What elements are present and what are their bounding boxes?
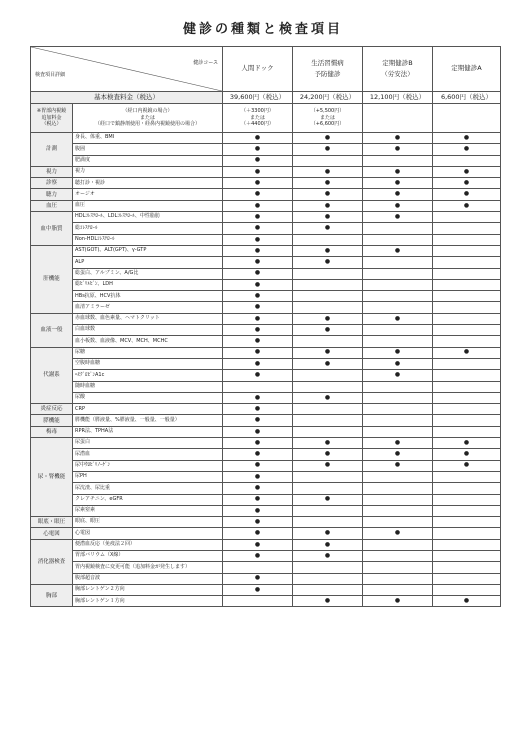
empty-cell — [433, 517, 501, 528]
table-row — [31, 562, 501, 573]
check-mark: ● — [293, 494, 363, 505]
check-mark: ● — [433, 178, 501, 189]
empty-cell — [293, 573, 363, 584]
price-value: 6,600円（税込） — [433, 92, 501, 104]
empty-cell — [293, 483, 363, 494]
table-row — [31, 133, 501, 144]
category-cell: 血液一般 — [31, 313, 73, 347]
category-cell: 尿・腎機能 — [31, 438, 73, 517]
check-mark: ● — [363, 166, 433, 177]
table-row — [31, 234, 501, 245]
course-label: 健診コース — [193, 60, 218, 66]
check-mark: ● — [293, 438, 363, 449]
check-mark: ● — [433, 166, 501, 177]
empty-cell — [363, 494, 433, 505]
check-mark: ● — [223, 302, 293, 313]
item-cell: 腹囲 — [73, 144, 223, 155]
check-mark: ● — [223, 505, 293, 516]
empty-cell — [293, 268, 363, 279]
item-cell: ﾍﾓｸﾞﾛﾋﾞﾝA1c — [73, 370, 223, 381]
col-header-ningen-dock: 人間ドック — [223, 47, 293, 92]
empty-cell — [293, 291, 363, 302]
check-mark: ● — [293, 392, 363, 403]
check-mark: ● — [293, 212, 363, 223]
empty-cell — [363, 404, 433, 415]
extra-fee-empty — [433, 104, 501, 133]
table-row — [31, 245, 501, 256]
check-mark: ● — [293, 460, 363, 471]
empty-cell — [433, 370, 501, 381]
check-mark: ● — [223, 573, 293, 584]
item-cell: RPR法、TPHA法 — [73, 426, 223, 437]
item-cell: 胃部バリウム（X線） — [73, 550, 223, 561]
empty-cell — [363, 415, 433, 426]
table-row — [31, 584, 501, 595]
item-cell: ALP — [73, 257, 223, 268]
empty-cell — [363, 584, 433, 595]
check-mark: ● — [223, 528, 293, 539]
check-mark: ● — [363, 449, 433, 460]
empty-cell — [433, 415, 501, 426]
table-row — [31, 573, 501, 584]
item-cell: Non-HDLｺﾚｽﾃﾛｰﾙ — [73, 234, 223, 245]
check-mark: ● — [223, 268, 293, 279]
check-mark: ● — [223, 392, 293, 403]
table-row — [31, 291, 501, 302]
item-cell: 総ﾋﾞﾘﾙﾋﾞﾝ、LDH — [73, 279, 223, 290]
item-cell: AST(GOT)、ALT(GPT)、γ-GTP — [73, 245, 223, 256]
empty-cell — [363, 539, 433, 550]
price-row — [31, 92, 501, 104]
category-cell: 肝機能 — [31, 245, 73, 313]
table-row — [31, 370, 501, 381]
empty-cell — [363, 257, 433, 268]
empty-cell — [293, 584, 363, 595]
table-row — [31, 223, 501, 234]
empty-cell — [433, 155, 501, 166]
check-mark: ● — [293, 325, 363, 336]
category-cell: 消化器検査 — [31, 539, 73, 584]
empty-cell — [433, 494, 501, 505]
empty-cell — [433, 234, 501, 245]
item-cell: 空腹時血糖 — [73, 358, 223, 369]
table-row — [31, 200, 501, 211]
empty-cell — [433, 505, 501, 516]
item-cell: 尿PH — [73, 471, 223, 482]
empty-cell — [293, 415, 363, 426]
check-mark: ● — [293, 189, 363, 200]
check-mark: ● — [223, 212, 293, 223]
check-mark: ● — [363, 460, 433, 471]
check-mark: ● — [363, 438, 433, 449]
extra-fee-row — [31, 104, 501, 133]
empty-cell — [363, 291, 433, 302]
table-row — [31, 449, 501, 460]
check-mark: ● — [293, 223, 363, 234]
table-row — [31, 166, 501, 177]
check-mark: ● — [223, 189, 293, 200]
check-mark: ● — [223, 223, 293, 234]
check-mark: ● — [223, 133, 293, 144]
diagonal-line — [31, 47, 222, 91]
col-header-lifestyle: 生活習慣病 予防健診 — [293, 47, 363, 92]
item-cell: 身長、体重、BMI — [73, 133, 223, 144]
category-cell: 聴力 — [31, 189, 73, 200]
empty-cell — [433, 313, 501, 324]
check-mark: ● — [363, 144, 433, 155]
check-mark: ● — [293, 245, 363, 256]
item-cell: 随時血糖 — [73, 381, 223, 392]
table-row — [31, 528, 501, 539]
check-mark: ● — [433, 438, 501, 449]
table-row — [31, 189, 501, 200]
item-cell: 膵機能（膵液量、%膵液量、一般量、一般量） — [73, 415, 223, 426]
item-cell: 血圧 — [73, 200, 223, 211]
table-row — [31, 392, 501, 403]
item-cell: 尿糖 — [73, 347, 223, 358]
category-cell: 代謝系 — [31, 347, 73, 403]
check-mark: ● — [363, 245, 433, 256]
item-cell: 便潜血反応（免疫法２回） — [73, 539, 223, 550]
check-mark: ● — [223, 257, 293, 268]
category-cell: 血圧 — [31, 200, 73, 211]
check-mark: ● — [363, 313, 433, 324]
check-mark: ● — [223, 404, 293, 415]
empty-cell — [293, 155, 363, 166]
check-mark: ● — [223, 336, 293, 347]
empty-cell — [433, 426, 501, 437]
check-mark: ● — [223, 200, 293, 211]
check-mark: ● — [223, 584, 293, 595]
category-cell: 膵機能 — [31, 415, 73, 426]
empty-cell — [433, 404, 501, 415]
table-row — [31, 325, 501, 336]
check-mark: ● — [223, 178, 293, 189]
table-row — [31, 178, 501, 189]
empty-cell — [363, 223, 433, 234]
empty-cell — [293, 404, 363, 415]
item-cell: 血小板数、血液像、MCV、MCH、MCHC — [73, 336, 223, 347]
check-mark: ● — [363, 133, 433, 144]
table-row — [31, 517, 501, 528]
item-cell: 心電図 — [73, 528, 223, 539]
empty-cell — [293, 505, 363, 516]
category-cell: 炎症反応 — [31, 404, 73, 415]
empty-cell — [363, 234, 433, 245]
empty-cell — [433, 573, 501, 584]
check-mark: ● — [293, 528, 363, 539]
item-cell: 胸部レントゲン２方向 — [73, 584, 223, 595]
check-mark: ● — [223, 483, 293, 494]
item-cell: 尿素窒素 — [73, 505, 223, 516]
price-label: 基本検査料金（税込） — [31, 92, 223, 104]
check-mark: ● — [293, 178, 363, 189]
item-cell: 尿潜血 — [73, 449, 223, 460]
empty-cell — [293, 471, 363, 482]
empty-cell — [223, 596, 293, 607]
check-mark: ● — [223, 494, 293, 505]
empty-cell — [433, 325, 501, 336]
check-mark: ● — [223, 438, 293, 449]
check-mark: ● — [293, 596, 363, 607]
extra-fee-category: ※胃部内視鏡 追加料金 （税込） — [31, 104, 73, 133]
check-mark: ● — [363, 347, 433, 358]
item-cell: HDLｺﾚｽﾃﾛｰﾙ、LDLｺﾚｽﾃﾛｰﾙ、中性脂肪 — [73, 212, 223, 223]
table-row — [31, 404, 501, 415]
extra-fee-lifestyle: （+5,500円） または （+6,600円） — [293, 104, 363, 133]
category-cell: 視力 — [31, 166, 73, 177]
check-mark: ● — [433, 596, 501, 607]
table-row — [31, 257, 501, 268]
empty-cell — [293, 336, 363, 347]
item-cell: 眼底、眼圧 — [73, 517, 223, 528]
check-mark: ● — [433, 449, 501, 460]
check-mark: ● — [223, 166, 293, 177]
empty-cell — [433, 268, 501, 279]
item-label: 検査項目詳細 — [35, 71, 66, 78]
check-mark: ● — [223, 144, 293, 155]
check-mark: ● — [433, 460, 501, 471]
check-mark: ● — [433, 189, 501, 200]
check-mark: ● — [293, 347, 363, 358]
item-cell: 総蛋白、アルブミン、A/G比 — [73, 268, 223, 279]
check-mark: ● — [363, 370, 433, 381]
check-mark: ● — [223, 313, 293, 324]
empty-cell — [363, 573, 433, 584]
table-header-row — [31, 47, 501, 92]
empty-cell — [363, 268, 433, 279]
check-mark: ● — [293, 200, 363, 211]
category-cell: 梅毒 — [31, 426, 73, 437]
empty-cell — [293, 234, 363, 245]
table-row — [31, 279, 501, 290]
check-mark: ● — [293, 449, 363, 460]
item-cell: 胸部レントゲン１方向 — [73, 596, 223, 607]
table-row — [31, 438, 501, 449]
check-mark: ● — [433, 144, 501, 155]
item-cell: クレアチニン、eGFR — [73, 494, 223, 505]
empty-cell — [433, 302, 501, 313]
empty-cell — [363, 392, 433, 403]
item-cell: オージオ — [73, 189, 223, 200]
table-row — [31, 471, 501, 482]
item-cell: 聴打診・視診 — [73, 178, 223, 189]
category-cell: 血中脂質 — [31, 212, 73, 246]
check-mark: ● — [223, 471, 293, 482]
check-mark: ● — [433, 200, 501, 211]
empty-cell — [293, 381, 363, 392]
price-value: 12,100円（税込） — [363, 92, 433, 104]
item-cell: 腹部超音波 — [73, 573, 223, 584]
check-mark: ● — [223, 291, 293, 302]
item-cell: 胃内視鏡検査に変更可能（追加料金が発生します） — [73, 562, 223, 573]
check-mark: ● — [223, 449, 293, 460]
empty-cell — [223, 381, 293, 392]
check-mark: ● — [223, 460, 293, 471]
check-mark: ● — [223, 325, 293, 336]
table-row — [31, 426, 501, 437]
check-mark: ● — [293, 166, 363, 177]
check-mark: ● — [223, 347, 293, 358]
extra-fee-description: （経口内視鏡の場合） または （経口で鎮静剤使用・経鼻内視鏡使用の場合） — [73, 104, 223, 133]
empty-cell — [433, 336, 501, 347]
empty-cell — [293, 426, 363, 437]
check-mark: ● — [293, 313, 363, 324]
item-cell: 尿沈渣、尿比重 — [73, 483, 223, 494]
empty-cell — [363, 471, 433, 482]
item-cell: 白血球数 — [73, 325, 223, 336]
table-row — [31, 155, 501, 166]
item-cell: 尿酸 — [73, 392, 223, 403]
empty-cell — [433, 539, 501, 550]
empty-cell — [363, 426, 433, 437]
check-mark: ● — [223, 155, 293, 166]
empty-cell — [363, 517, 433, 528]
check-mark: ● — [293, 358, 363, 369]
category-cell: 計測 — [31, 133, 73, 167]
table-row — [31, 144, 501, 155]
check-mark: ● — [433, 347, 501, 358]
empty-cell — [433, 550, 501, 561]
table-row — [31, 460, 501, 471]
empty-cell — [433, 584, 501, 595]
empty-cell — [433, 392, 501, 403]
check-mark: ● — [223, 539, 293, 550]
empty-cell — [293, 517, 363, 528]
empty-cell — [433, 483, 501, 494]
check-mark: ● — [223, 234, 293, 245]
check-mark: ● — [293, 144, 363, 155]
check-mark: ● — [223, 426, 293, 437]
empty-cell — [363, 505, 433, 516]
empty-cell — [433, 562, 501, 573]
page-title: 健診の種類と検査項目 — [182, 22, 343, 37]
check-mark: ● — [363, 212, 433, 223]
empty-cell — [433, 528, 501, 539]
item-cell: 血清アミラーゼ — [73, 302, 223, 313]
empty-cell — [363, 155, 433, 166]
table-row — [31, 212, 501, 223]
extra-fee-empty — [363, 104, 433, 133]
table-row — [31, 539, 501, 550]
table-row — [31, 268, 501, 279]
check-mark: ● — [363, 178, 433, 189]
check-mark: ● — [293, 550, 363, 561]
empty-cell — [293, 302, 363, 313]
item-cell: 尿中ｳﾛﾋﾞﾘﾉｰｹﾞﾝ — [73, 460, 223, 471]
empty-cell — [433, 291, 501, 302]
empty-cell — [433, 358, 501, 369]
exam-items-table — [30, 46, 501, 607]
table-row — [31, 415, 501, 426]
check-mark: ● — [223, 517, 293, 528]
empty-cell — [363, 483, 433, 494]
empty-cell — [363, 550, 433, 561]
empty-cell — [293, 562, 363, 573]
category-cell: 心電図 — [31, 528, 73, 539]
table-row — [31, 505, 501, 516]
check-mark: ● — [363, 189, 433, 200]
table-row — [31, 302, 501, 313]
check-mark: ● — [223, 358, 293, 369]
table-row — [31, 336, 501, 347]
empty-cell — [433, 212, 501, 223]
col-header-periodic-a: 定期健診A — [433, 47, 501, 92]
table-row — [31, 381, 501, 392]
table-row — [31, 550, 501, 561]
item-cell: 視力 — [73, 166, 223, 177]
check-mark: ● — [293, 257, 363, 268]
check-mark: ● — [223, 550, 293, 561]
empty-cell — [293, 279, 363, 290]
header-corner-cell — [31, 47, 223, 92]
empty-cell — [433, 381, 501, 392]
category-cell: 診察 — [31, 178, 73, 189]
price-value: 24,200円（税込） — [293, 92, 363, 104]
table-row — [31, 494, 501, 505]
check-mark: ● — [363, 358, 433, 369]
table-row — [31, 358, 501, 369]
empty-cell — [433, 257, 501, 268]
empty-cell — [433, 279, 501, 290]
item-cell: CRP — [73, 404, 223, 415]
empty-cell — [363, 336, 433, 347]
table-row — [31, 347, 501, 358]
table-row — [31, 596, 501, 607]
price-value: 39,600円（税込） — [223, 92, 293, 104]
check-mark: ● — [223, 370, 293, 381]
category-cell: 眼底・眼圧 — [31, 517, 73, 528]
check-mark: ● — [223, 245, 293, 256]
empty-cell — [433, 245, 501, 256]
empty-cell — [293, 370, 363, 381]
table-row — [31, 483, 501, 494]
empty-cell — [433, 471, 501, 482]
col-header-periodic-b: 定期健診B （労安法） — [363, 47, 433, 92]
empty-cell — [433, 223, 501, 234]
check-mark: ● — [293, 133, 363, 144]
empty-cell — [223, 562, 293, 573]
item-cell: 赤血球数、血色素量、ヘマトクリット — [73, 313, 223, 324]
check-mark: ● — [363, 528, 433, 539]
check-mark: ● — [293, 539, 363, 550]
table-row — [31, 313, 501, 324]
check-mark: ● — [223, 279, 293, 290]
empty-cell — [363, 562, 433, 573]
check-mark: ● — [363, 200, 433, 211]
check-mark: ● — [363, 596, 433, 607]
empty-cell — [363, 325, 433, 336]
item-cell: HBs抗原、HCV抗体 — [73, 291, 223, 302]
check-mark: ● — [433, 133, 501, 144]
item-cell: 肥満度 — [73, 155, 223, 166]
item-cell: 総ｺﾚｽﾃﾛｰﾙ — [73, 223, 223, 234]
extra-fee-ningen-dock: （＋3300円） または （＋4400円） — [223, 104, 293, 133]
category-cell: 胸部 — [31, 584, 73, 607]
empty-cell — [363, 279, 433, 290]
empty-cell — [363, 302, 433, 313]
check-mark: ● — [223, 415, 293, 426]
empty-cell — [363, 381, 433, 392]
item-cell: 尿蛋白 — [73, 438, 223, 449]
